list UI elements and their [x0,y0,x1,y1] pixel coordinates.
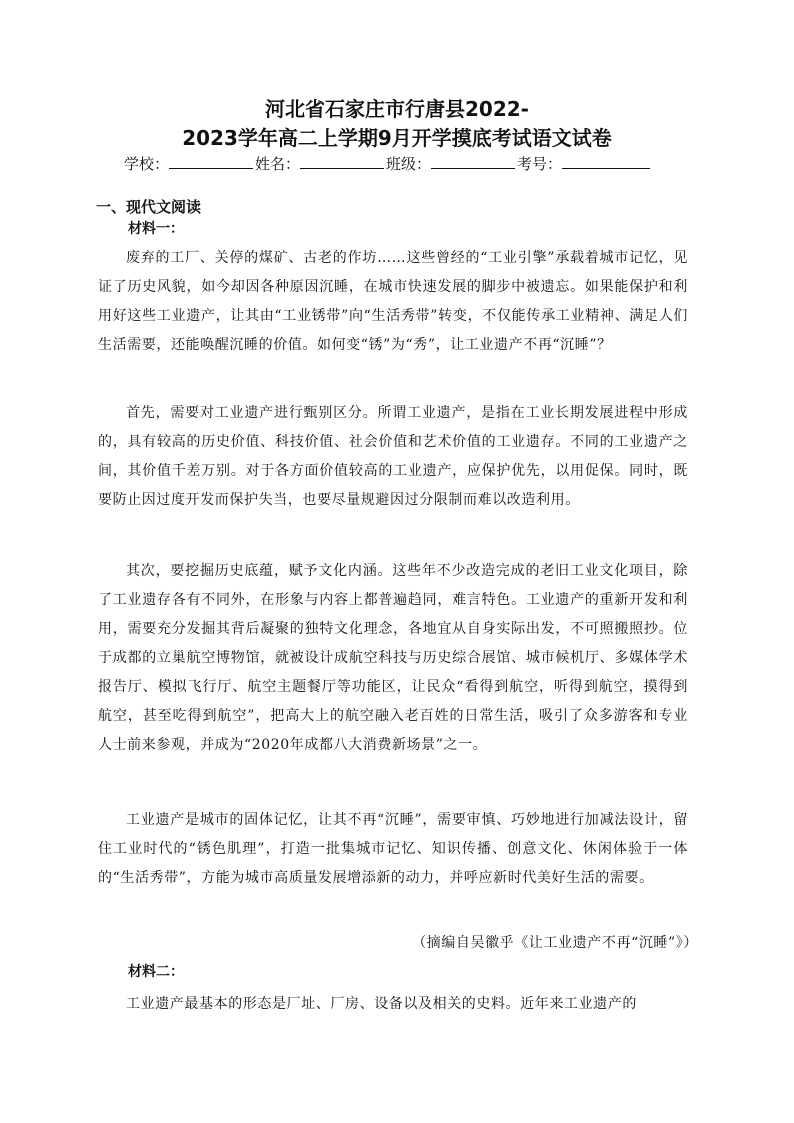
number-blank[interactable] [562,154,650,169]
number-label: 考号： [517,155,563,173]
name-label: 姓名： [255,155,301,173]
source-citation: （摘编自吴徽乎《让工业遗产不再“沉睡”》） [412,935,698,951]
material1-label: 材料一： [128,221,184,237]
paragraph-5: 工业遗产最基本的形态是厂址、厂房、设备以及相关的史料。近年来工业遗产的 [126,996,637,1012]
class-label: 班级： [386,155,432,173]
student-info-line [124,154,684,174]
paragraph-4: 工业遗产是城市的固体记忆，让其不再“沉睡”，需要审慎、巧妙地进行加减法设计，留住工业时代的“锈色肌理”，打造一批集城市记忆、知识传播、创意文化、休闲体验于一体的“生活秀带”，方能为城市高质量发展增添新的动力，并呼应新时代美好生活的需要。 [98,812,688,886]
school-label: 学校： [124,155,170,173]
school-blank[interactable] [169,154,253,169]
name-blank[interactable] [300,154,384,169]
paragraph-3: 其次，要挖掘历史底蕴，赋予文化内涵。这些年不少改造完成的老旧工业文化项目，除了工业遗存各有不同外，在形象与内容上都普遍趋同，难言特色。工业遗产的重新开发和利用，需要充分发掘其背后凝聚的独特文化理念，各地宜从自身实际出发，不可照搬照抄。位于成都的立巢航空博物馆，就被设计成航空科技与历史综合展馆、城市候机厅、多媒体学术报告厅、模拟飞行厅、航空主题餐厅等功能区，让民众“看得到航空，听得到航空，摸得到航空，甚至吃得到航空”，把高大上的航空融入老百姓的日常生活，吸引了众多游客和专业人士前来参观，并成为“2020年成都八大消费新场景”之一。 [98,563,688,753]
class-blank[interactable] [431,154,515,169]
exam-title-line1: 河北省石家庄市行唐县2022- [265,97,529,121]
paragraph-1: 废弃的工厂、关停的煤矿、古老的作坊……这些曾经的“工业引擎”承载着城市记忆，见证了历史风貌，如今却因各种原因沉睡，在城市快速发展的脚步中被遗忘。如果能保护和利用好这些工业遗产，让其由“工业锈带”向“生活秀带”转变，不仅能传承工业精神、满足人们生活需要，还能唤醒沉睡的价值。如何变“锈”为“秀”，让工业遗产不再“沉睡”？ [98,250,688,353]
exam-title-line2: 2023学年高二上学期9月开学摸底考试语文试卷 [182,126,612,150]
material2-label: 材料二： [128,964,184,980]
section-heading: 一、现代文阅读 [96,198,202,216]
paragraph-2: 首先，需要对工业遗产进行甄别区分。所谓工业遗产，是指在工业长期发展进程中形成的，具有较高的历史价值、科技价值、社会价值和艺术价值的工业遗存。不同的工业遗产之间，其价值千差万别。对于各方面价值较高的工业遗产，应保护优先，以用促保。同时，既要防止因过度开发而保护失当，也要尽量规避因过分限制而难以改造利用。 [98,405,688,508]
